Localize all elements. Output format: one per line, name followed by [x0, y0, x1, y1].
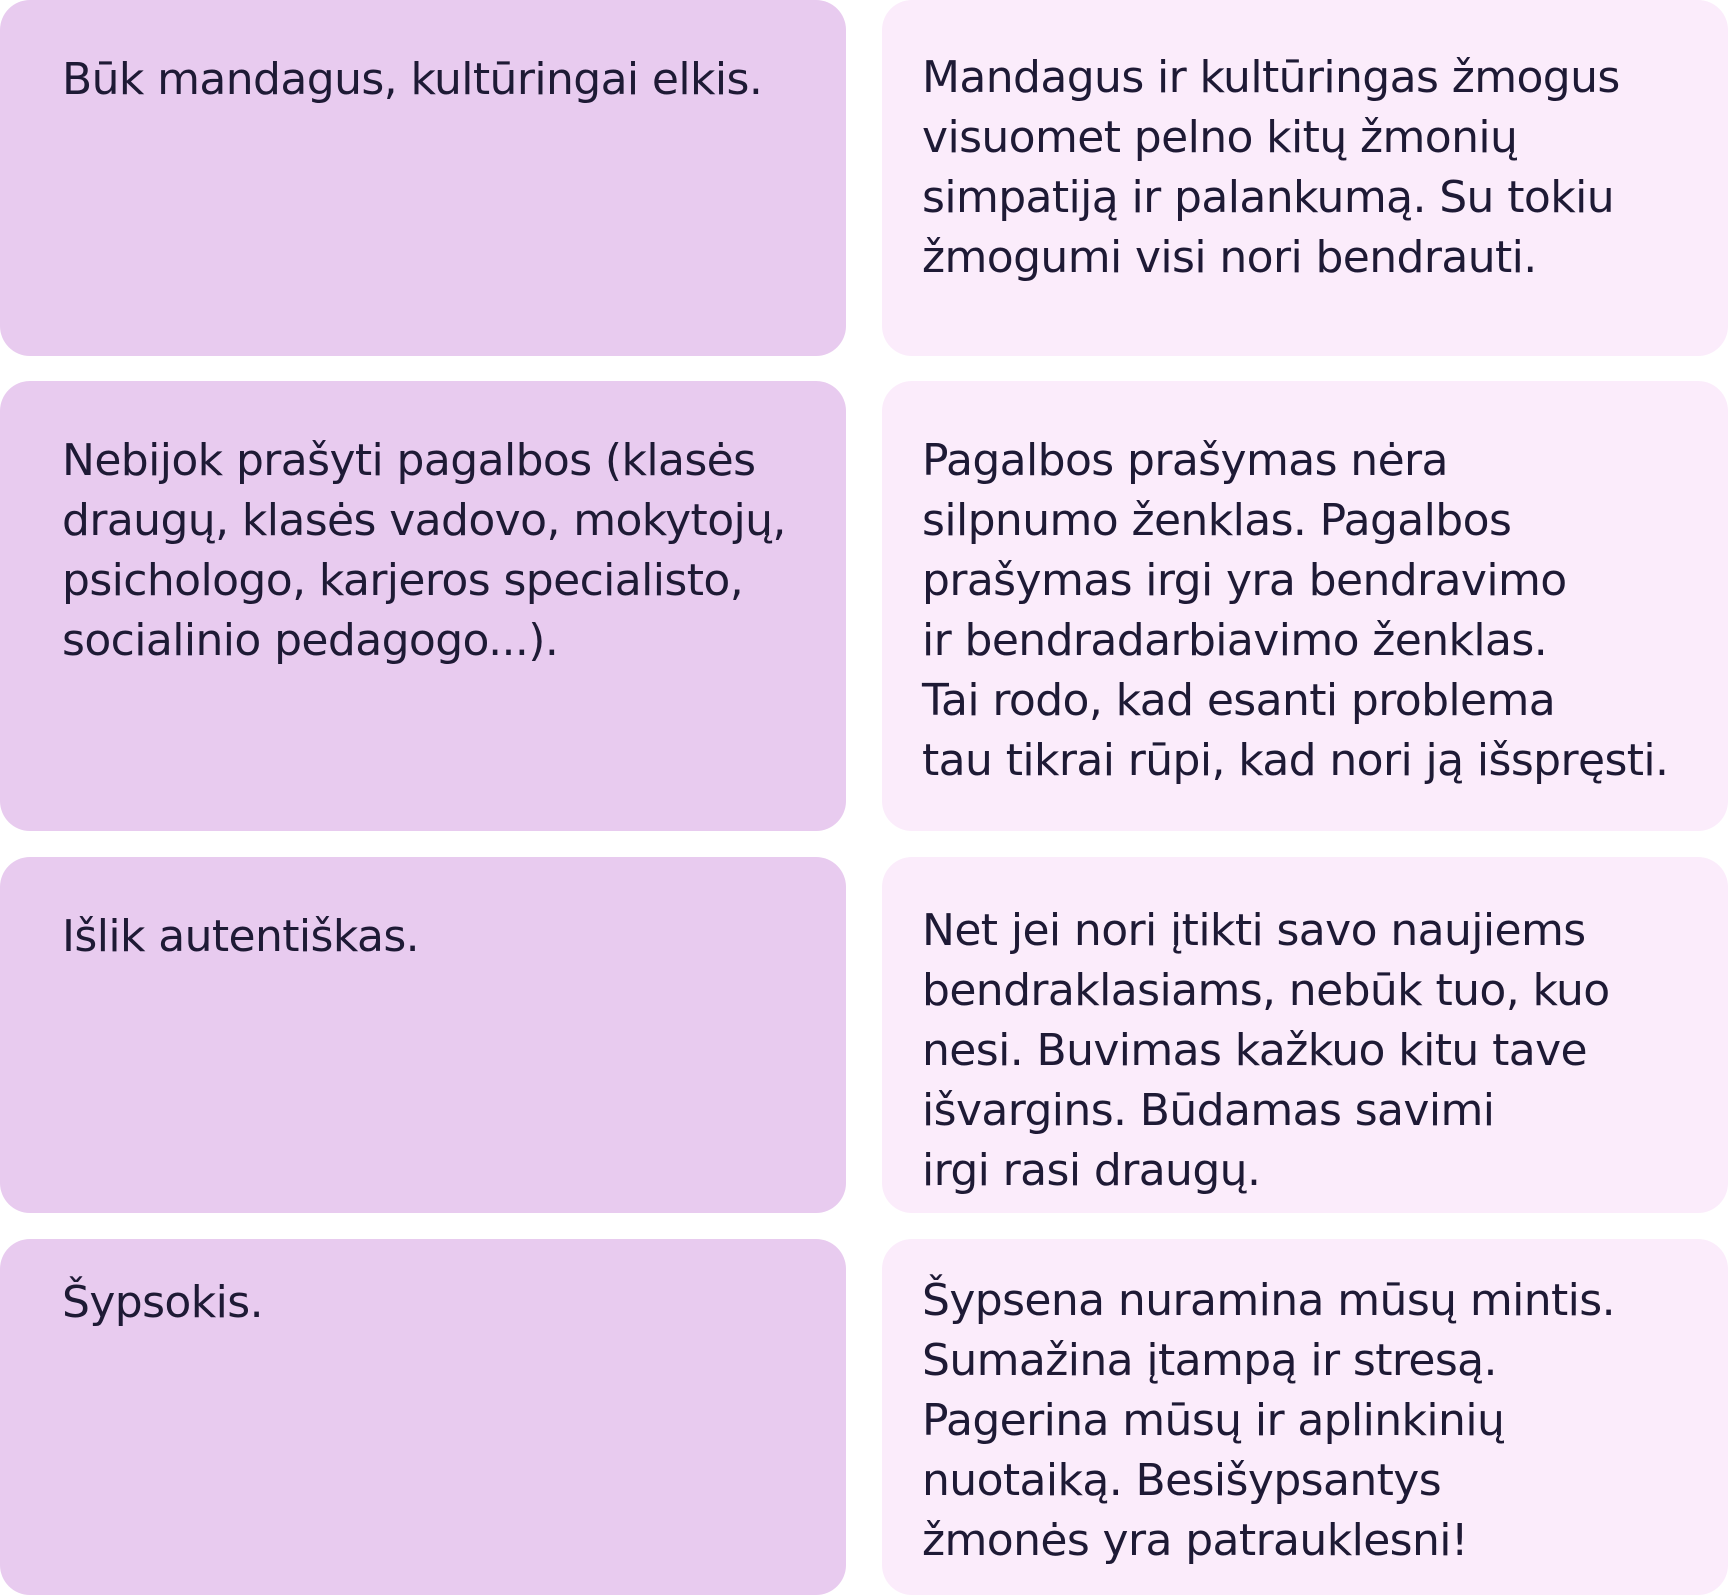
explanation-card: Šypsena nuramina mūsų mintis. Sumažina įtampą ir stresą. Pagerina mūsų ir aplinkinių nuotaiką. Besišypsantys žmonės yra patrauklesni! [882, 1239, 1728, 1595]
explanation-card: Net jei nori įtikti savo naujiems bendraklasiams, nebūk tuo, kuo nesi. Buvimas kažkuo kitu tave išvargins. Būdamas savimi irgi rasi draugų. [882, 857, 1728, 1213]
explanation-card: Pagalbos prašymas nėra silpnumo ženklas. Pagalbos prašymas irgi yra bendravimo ir bendradarbiavimo ženklas. Tai rodo, kad esanti problema tau tikrai rūpi, kad nori ją išspręsti. [882, 381, 1728, 831]
explanation-card: Mandagus ir kultūringas žmogus visuomet pelno kitų žmonių simpatiją ir palankumą. Su tokiu žmogumi visi nori bendrauti. [882, 0, 1728, 356]
tip-card: Nebijok prašyti pagalbos (klasės draugų, klasės vadovo, mokytojų, psichologo, karjeros specialisto, socialinio pedagogo...). [0, 381, 846, 831]
tip-card: Išlik autentiškas. [0, 857, 846, 1213]
tip-card: Būk mandagus, kultūringai elkis. [0, 0, 846, 356]
tip-card: Šypsokis. [0, 1239, 846, 1595]
